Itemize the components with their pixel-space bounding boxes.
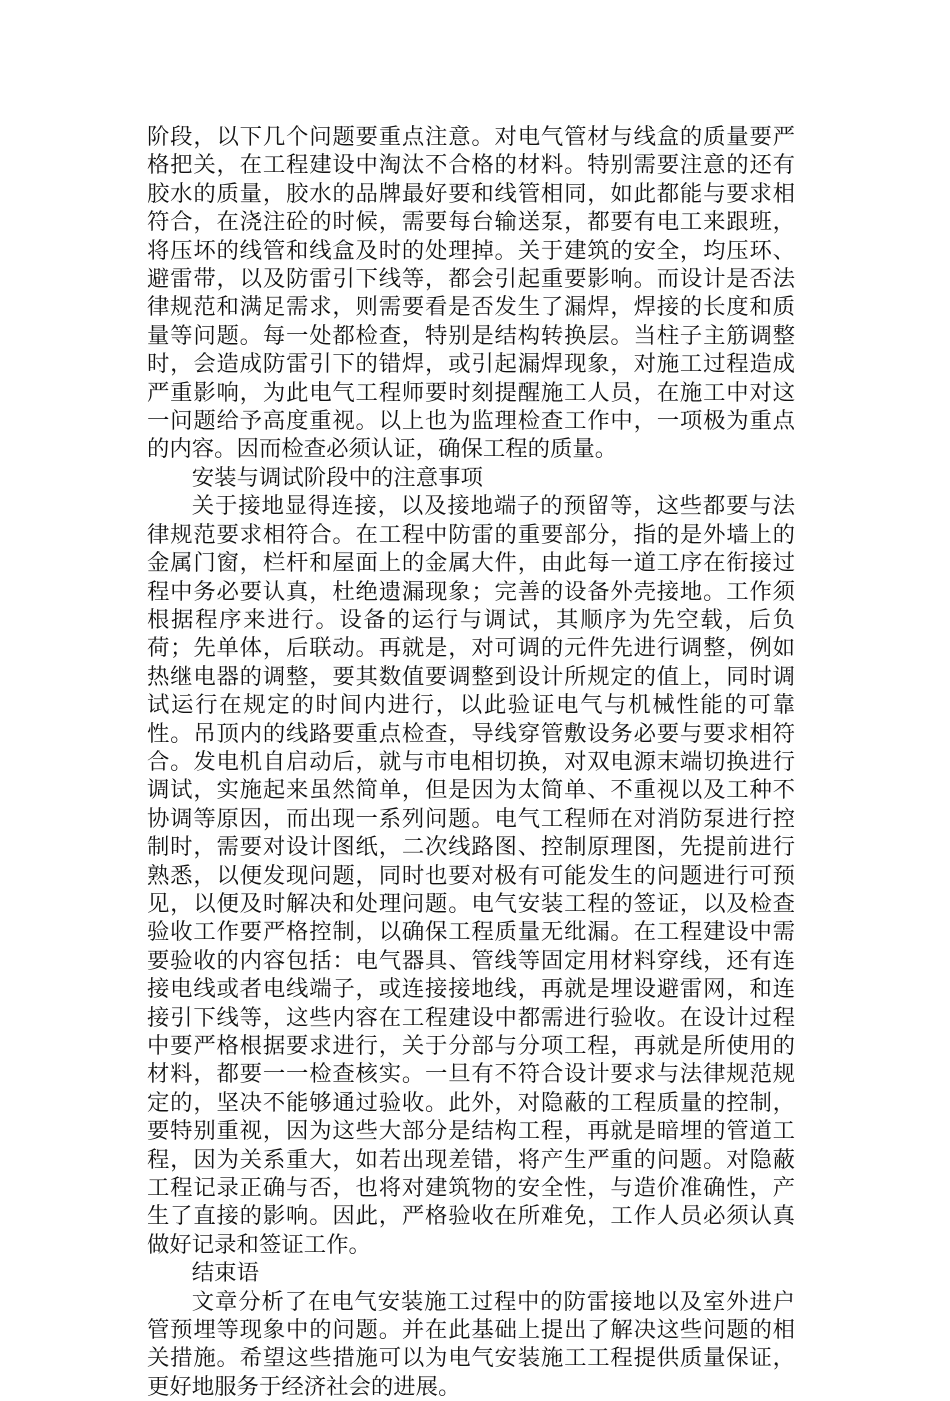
section-heading-conclusion: 结束语 [191, 1260, 259, 1287]
paragraph-conclusion: 文章分析了在电气安装施工过程中的防雷接地以及室外进户管预埋等现象中的问题。并在此基础上提出了解决这些问题的相关措施。希望这些措施可以为电气安装施工工程提供质量保证，更好地服务于经济社会的进展。 [147, 1288, 795, 1400]
section-heading-installation-debugging: 安装与调试阶段中的注意事项 [191, 464, 483, 491]
document-body [147, 123, 795, 1401]
paragraph-installation-debugging: 关于接地显得连接，以及接地端子的预留等，这些都要与法律规范要求相符合。在工程中防雷的重要部分，指的是外墙上的金属门窗，栏杆和屋面上的金属大件，由此每一道工序在衔接过程中务必要认真，杜绝遗漏现象；完善的设备外壳接地。工作须根据程序来进行。设备的运行与调试，其顺序为先空载，后负荷；先单体，后联动。再就是，对可调的元件先进行调整，例如热继电器的调整，要其数值要调整到设计所规定的值上，同时调试运行在规定的时间内进行，以此验证电气与机械性能的可靠性。吊顶内的线路要重点检查，导线穿管敷设务必要与要求相符合。发电机自启动后，就与市电相切换，对双电源末端切换进行调试，实施起来虽然简单，但是因为太简单、不重视以及工种不协调等原因，而出现一系列问题。电气工程师在对消防泵进行控制时，需要对设计图纸，二次线路图、控制原理图，先提前进行熟悉，以便发现问题，同时也要对极有可能发生的问题进行可预见，以便及时解决和处理问题。电气安装工程的签证，以及检查验收工作要严格控制，以确保工程质量无纰漏。在工程建设中需要验收的内容包括：电气器具、管线等固定用材料穿线，还有连接电线或者电线端子，或连接接地线，再就是埋设避雷网，和连接引下线等，这些内容在工程建设中都需进行验收。在设计过程中要严格根据要求进行，关于分部与分项工程，再就是所使用的材料，都要一一检查核实。一旦有不符合设计要求与法律规范规定的，坚决不能够通过验收。此外，对隐蔽的工程质量的控制，要特别重视，因为这些大部分是结构工程，再就是暗埋的管道工程，因为关系重大，如若出现差错，将产生严重的问题。对隐蔽工程记录正确与否，也将对建筑物的安全性，与造价准确性，产生了直接的影响。因此，严格验收在所难免，工作人员必须认真做好记录和签证工作。 [147, 493, 795, 1258]
paragraph-inspection-continued: 阶段，以下几个问题要重点注意。对电气管材与线盒的质量要严格把关，在工程建设中淘汰不合格的材料。特别需要注意的还有胶水的质量，胶水的品牌最好要和线管相同，如此都能与要求相符合，在浇注砼的时候，需要每台输送泵，都要有电工来跟班，将压坏的线管和线盒及时的处理掉。关于建筑的安全，均压环、避雷带，以及防雷引下线等，都会引起重要影响。而设计是否法律规范和满足需求，则需要看是否发生了漏焊，焊接的长度和质量等问题。每一处都检查，特别是结构转换层。当柱子主筋调整时，会造成防雷引下的错焊，或引起漏焊现象，对施工过程造成严重影响，为此电气工程师要时刻提醒施工人员，在施工中对这一问题给予高度重视。以上也为监理检查工作中，一项极为重点的内容。因而检查必须认证，确保工程的质量。 [147, 124, 795, 463]
